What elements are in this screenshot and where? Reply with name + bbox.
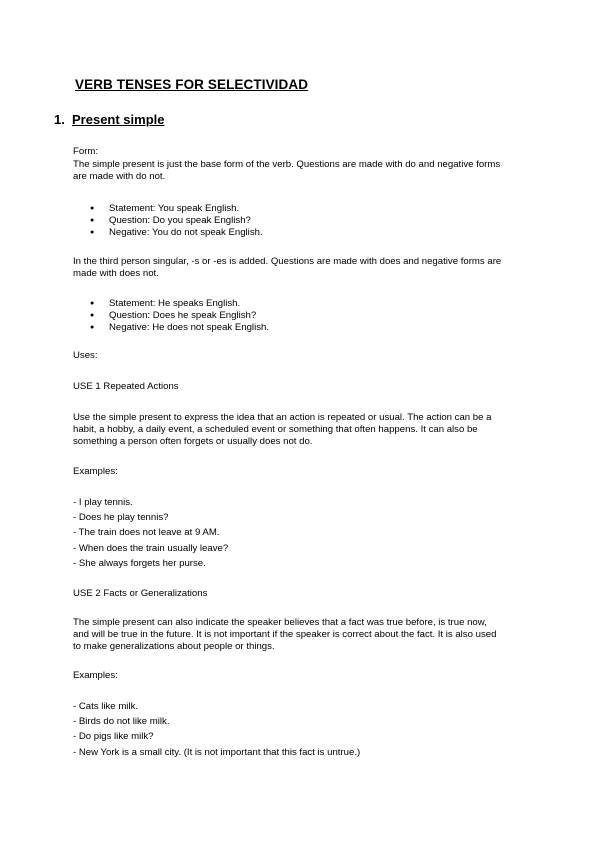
form-paragraph-2 [73, 256, 533, 280]
section-title: Present simple [72, 112, 165, 127]
paragraph-line: made with does not. [73, 268, 159, 280]
use2-examples-list [73, 699, 360, 760]
paragraph-line: In the third person singular, -s or -es is added. Questions are made with does and negative forms are [73, 256, 502, 267]
paragraph-line: something a person often forgets or usually does not do. [73, 436, 313, 448]
use2-paragraph [73, 617, 533, 654]
example-item: - Do pigs like milk? [73, 731, 154, 743]
bullet-item: ● Statement: He speaks English. [90, 298, 269, 310]
form-label: Form: [73, 146, 99, 157]
use2-heading: USE 2 Facts or Generalizations [73, 588, 208, 599]
use2-examples-label: Examples: [73, 670, 118, 681]
section-heading [54, 112, 165, 127]
example-item: - Does he play tennis? [73, 512, 169, 524]
example-item: - The train does not leave at 9 AM. [73, 527, 220, 539]
paragraph-line: are made with do not. [73, 171, 166, 183]
paragraph-line: Use the simple present to express the idea that an action is repeated or usual. The action can be a [73, 412, 492, 423]
bullet-item: ● Question: Do you speak English? [90, 215, 263, 227]
example-item: - Cats like milk. [73, 701, 139, 712]
use1-heading: USE 1 Repeated Actions [73, 381, 179, 392]
form-paragraph-1 [73, 159, 533, 183]
bullet-item: ● Negative: You do not speak English. [90, 227, 263, 239]
form-bullet-list-1 [90, 203, 263, 239]
example-item: - When does the train usually leave? [73, 542, 229, 554]
paragraph-line: to make generalizations about people or things. [73, 641, 275, 653]
section-number: 1. [54, 112, 65, 127]
use1-examples-list [73, 495, 228, 571]
bullet-item: ● Negative: He does not speak English. [90, 322, 269, 334]
example-item: - She always forgets her purse. [73, 557, 206, 569]
use1-paragraph [73, 412, 533, 449]
document-title: VERB TENSES FOR SELECTIVIDAD [75, 77, 309, 92]
example-item: - Birds do not like milk. [73, 716, 170, 728]
form-bullet-list-2 [90, 298, 269, 334]
paragraph-line: The simple present can also indicate the speaker believes that a fact was true before, is true now, [73, 617, 487, 628]
paragraph-line: and will be true in the future. It is not important if the speaker is correct about the fact. It is also used [73, 629, 497, 641]
example-item: - New York is a small city. (It is not important that this fact is untrue.) [73, 746, 361, 758]
uses-label: Uses: [73, 350, 98, 361]
bullet-item: ● Question: Does he speak English? [90, 310, 269, 322]
use1-examples-label: Examples: [73, 466, 118, 477]
paragraph-line: habit, a hobby, a daily event, a scheduled event or something that often happens. It can also be [73, 424, 478, 436]
example-item: - I play tennis. [73, 497, 133, 508]
bullet-item: ● Statement: You speak English. [90, 203, 263, 215]
paragraph-line: The simple present is just the base form of the verb. Questions are made with do and negative forms [73, 159, 501, 170]
